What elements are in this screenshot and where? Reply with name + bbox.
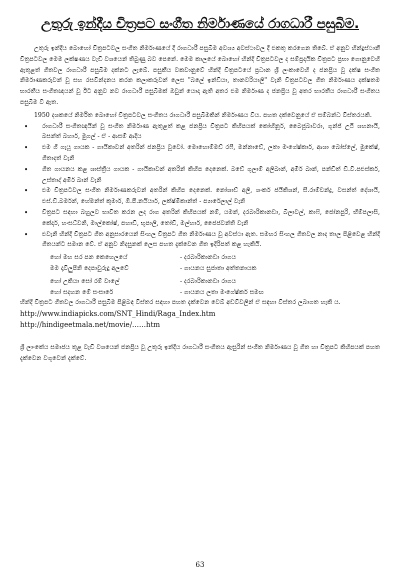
list-item: • චිත්‍රපට සඳහා බහුලව භාවිත කරන ලද රාග අතරින් කිහිපයක් නම්, යමන්, දරබාරිකානඩා, බිලාවල්, කාෆි, ජෝනපුරි, භීම්පලාසි, කේදාර්, හංසධ්වනි, මාල්කෝෂ්, පහාඩි, භූපාලි, තෝඩි, මල්හාර්, ජෛජවන්ති වැනි: [24, 208, 380, 227]
list-item: • එම චිත්‍රපටවල සංගීත නිර්මාණකරුවන් අතරින් කිහිප දෙනෙක්. නෝශාඩ් අලී, ශංකර් ජයිකිශන්, සී.රාම්චන්ද්‍ර, වසන්ත් දේශායි, එස්.ඩී.බර්මන්, හේමන්ත් කුමාර්, ඕ.පී.නයියාර්, ලක්ෂ්මිකාන්ත් - ප්‍යාරේලාල් වැනි: [24, 187, 380, 206]
intro-paragraph: උතුරු ඉන්දීය බොහෝ චිත්‍රපටවල සංගීත නිර්මාණයේ දී රාගධාරී පසුබිම අවශ්‍ය අවස්ථාවල දී එකතු කරගෙන තිබේ. ඒ අනුව හින්දුස්ථානී චිත්‍රපටවල මෙම ලක්ෂණය වැඩි වශයෙන් තිබුණු බව පෙනේ. මෙම කාලයේ බොහෝ හින්දි චිත්‍රපටවල ද සම්ප්‍රදායික චිත්‍රපට ප්‍රභා ගොනුවෙහි ඇතුළත් ගීතවල රාගධාරී පසුබිම දක්නට ලැබේ. පසුකීය වකවානුවේ හින්දි චිත්‍රපටයේ ප්‍රධාන ශ්‍රී ලංකාවෙහි ද ජනප්‍රිය වූ දක්ෂ සංගීත නිර්මාණකරුවන් වූ සහ රසවින්දනය කරන කලාකරුවන් ලෙස "බලේ ඉන්ඩියා, තානවරියාලි" වැනි චිත්‍රපටවල ගීත නිර්මාණය දක්ෂතම භාරතීය සංගීතඥයන් වූ ඊට අනුව නව රාගධාරී පසුබිමක් ඔවුන් යොදා ඇති අතර එම නිර්මාණ ද ජනප්‍රිය වූ අතර භාරතීය රාගධාරී සංගීතය පසුබිම වී ඇත.: [20, 45, 380, 106]
bullet-icon: •: [24, 144, 29, 153]
bullet-icon: •: [24, 122, 29, 131]
bullet-icon: •: [24, 187, 29, 196]
song-title: හෝ මහ සර පන කෙහෙලයේ: [50, 254, 128, 262]
list-item: • එම ගී ගැයූ ගායක - ගායිකාවන් අතරින් ජනප්‍රිය වූවෝ. මොහොම්මඩ් රෆී, මන්නාඩේ, ලතා මංගේෂ්කාර්, ආශා බෝස්ලේ, මුකේෂ්, ගීතාදත් වැනි: [24, 144, 380, 162]
section-1950-paragraph: 1950 දශකයේ නිර්මිත බොහෝ චිත්‍රපටවල සංගීතය රාගධාරී පසුබිමකින් නිර්මාණය විය. පහත දක්වෙනුයේ ඒ සම්බන්ධ විස්තරයකි.: [34, 111, 372, 119]
reference-link[interactable]: http://www.indiapicks.com/SNT_Hindi/Raga_Index.htm: [20, 310, 216, 319]
list-item: • රාගධාරී සංගීතඥයින් වූ සංගීත නිර්මාණ ඇතුළත් කළ ජනප්‍රිය චිත්‍රපට කිහිපයක් කෝහිනූර්, බෛජූබාවරා, ගූන්ජ් උඨී ශහනායි, බසන්ත් බහාර්, මුගල් - ඒ - ආසම් ආදිය: [24, 122, 380, 141]
closing-paragraph: හින්දි චිත්‍රපට ගීතවල රාගධාරී පසුබිම පිළිබඳ විස්තර සඳහා පහත දැක්වෙන වෙබ් අඩවිවලින් ඒ සඳහා විස්තර ලබාගත හැකි ය.: [20, 299, 341, 307]
bullet-icon: •: [24, 230, 29, 239]
final-paragraph: ශ්‍රී ලාංකේය සමාජය තුළ වැඩි වශයෙන් ජනප්‍රිය වූ උතුරු ඉන්දීය රාගධාරී සංගීතය ඇසුරින් සංගීත නිර්මාණය වූ ගීත හා චිත්‍රපට කිහිපයක් පහත දැක්වෙන වගුවෙන් දැක්වේ.: [20, 344, 380, 362]
song-raga: - දරබාරිකානඩා රාගය: [180, 277, 237, 285]
list-item: • එවැනි හින්දි චිත්‍රපට ගීත අනුසාරයෙන් සිංහල චිත්‍රපට ගීත නිර්මාණය වූ අවස්ථා ඇත. සමහර සිංහල ගීතවල නාද තාල පිළිවෙළ හින්දි ගීතයන්ට සමාන වේ. ඒ අනුව නිදසුනක් ලෙස පහත දැක්වෙන ගීත ඉදිරිපත් කළ හැකියි.: [24, 230, 380, 249]
song-title: හෝ උකියා සෝ රම් වාලේ: [50, 277, 120, 285]
list-item: • ගීත ගායනය කළ ශාස්ත්‍රීය ගායක - ගායිකාවන් අතරින් කිහිප දෙනෙක්. බඩේ ගුලාම් අලිඛාන්, අමීර් ඛාන්, පන්ඩිත් ඩී.වී.පළුස්කර්, උස්තාද් අමීර් ඛාන් වැනි: [24, 165, 380, 184]
document-page: [20, 16, 380, 365]
bullet-icon: •: [24, 165, 29, 174]
song-title: හෝ සදහන මේ සංසාරේ: [50, 288, 114, 296]
page-title: උතුරු ඉන්දීය චිත්‍රපට සංගීත නිර්මාණයේ රාගධාරී පසුබිම.: [40, 16, 360, 32]
song-example: [20, 253, 380, 264]
reference-link[interactable]: http://hindigeetmala.net/movie/……htm: [20, 321, 161, 330]
page-number: 63: [195, 561, 205, 569]
song-raga: - ගායනය සුජාතා අත්තනායක: [180, 264, 257, 272]
bullet-list: [20, 122, 380, 252]
bullet-icon: •: [24, 208, 29, 217]
song-raga: - දරබාරිකානඩා රාගය: [180, 254, 237, 262]
song-example: [20, 288, 380, 299]
song-example: [20, 277, 380, 288]
song-example: [20, 264, 380, 275]
song-raga: - ගායනය ලතා මංගේෂ්කර් සමඟ: [180, 288, 264, 296]
song-title: මම දෑවිලුපිනි දෙපාවුරුදු අලවේ: [50, 264, 129, 272]
